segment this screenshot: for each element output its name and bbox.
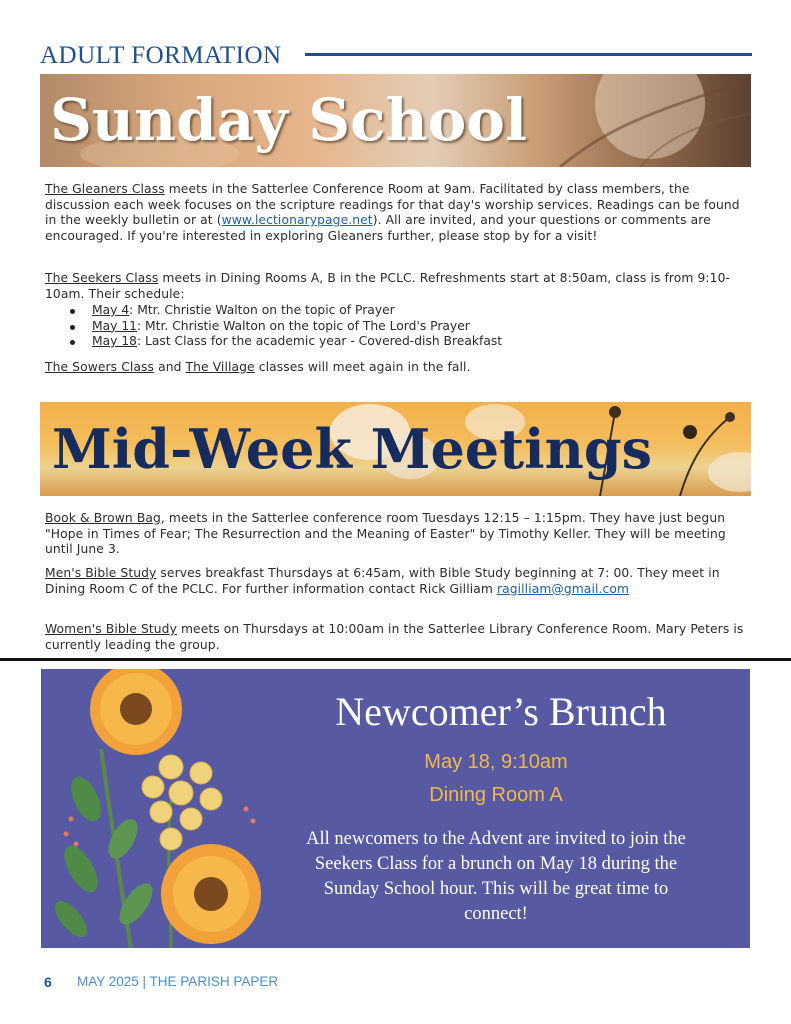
sunflower-top <box>90 669 182 755</box>
brunch-location: Dining Room A <box>429 784 563 806</box>
schedule-text: : Mtr. Christie Walton on the topic of Prayer <box>129 303 395 317</box>
brunch-title: Newcomer’s Brunch <box>335 689 667 734</box>
schedule-date: May 4 <box>92 303 130 317</box>
midweek-meetings-banner <box>40 402 751 496</box>
mens-bible-study-text: serves breakfast Thursdays at 6:45am, with Bible Study beginning at 7: 00. They meet in Dining Room C of the PCLC. For further information contact Rick Gilliam <box>45 566 720 596</box>
village-class-name: The Village <box>185 360 255 374</box>
newcomers-brunch-card <box>41 669 750 948</box>
page-number: 6 <box>44 974 52 990</box>
mens-bible-study-name: Men's Bible Study <box>45 566 157 580</box>
footer-publication: MAY 2025 | THE PARISH PAPER <box>77 974 279 989</box>
midweek-meetings-title: Mid-Week Meetings <box>52 417 653 481</box>
lectionary-link[interactable]: www.lectionarypage.net <box>221 213 373 227</box>
mens-bible-study-paragraph <box>45 566 750 597</box>
section-divider <box>0 658 791 661</box>
sunflower-illustration <box>41 669 291 948</box>
section-header <box>40 42 752 72</box>
schedule-item <box>68 303 708 319</box>
gleaners-class-name: The Gleaners Class <box>45 182 165 196</box>
gleaners-text-end: ). All are invited, and your questions or comments are encouraged. If you're interested in exploring Gleaners further, please stop by for a visit! <box>45 213 711 243</box>
brunch-description: All newcomers to the Advent are invited to join the Seekers Class for a brunch on May 18 during the Sunday School hour. This will be great time to connect! <box>306 829 686 924</box>
womens-bible-study-text: meets on Thursdays at 10:00am in the Satterlee Library Conference Room. Mary Peters is currently leading the group. <box>45 622 744 652</box>
seekers-paragraph <box>45 271 750 302</box>
sowers-and: and <box>154 360 186 374</box>
sowers-text: classes will meet again in the fall. <box>254 360 471 374</box>
book-brown-bag-name: Book & Brown Bag <box>45 511 161 525</box>
sowers-paragraph <box>45 360 750 376</box>
schedule-text: : Mtr. Christie Walton on the topic of The Lord's Prayer <box>136 318 470 333</box>
section-label: ADULT FORMATION <box>40 42 282 69</box>
sunflower-bottom <box>161 844 261 944</box>
book-brown-bag-text: , meets in the Satterlee conference room Tuesdays 12:15 – 1:15pm. They have just begun "Hope in Times of Fear; The Resurrection and the Meaning of Easter" by Timothy Keller. They will be meeting until June 3. <box>45 511 726 556</box>
womens-bible-study-name: Women's Bible Study <box>45 622 177 636</box>
gleaners-paragraph <box>45 182 750 244</box>
seekers-schedule-list <box>68 303 708 350</box>
email-link[interactable]: ragilliam@gmail.com <box>496 581 630 596</box>
schedule-item <box>68 319 708 335</box>
schedule-text: : Last Class for the academic year - Covered-dish Breakfast <box>136 334 503 348</box>
brunch-date: May 18, 9:10am <box>424 751 568 773</box>
schedule-date: May 11 <box>92 318 137 333</box>
schedule-item <box>68 334 708 350</box>
book-brown-bag-paragraph <box>45 511 750 558</box>
yellow-buds <box>142 755 222 850</box>
sowers-class-name: The Sowers Class <box>45 360 155 374</box>
header-rule <box>305 53 752 56</box>
gleaners-text: meets in the Satterlee Conference Room at 9am. Facilitated by class members, the discussion each week focuses on the scripture readings for that day's worship services. Readings can be found in the weekly bulletin or at ( <box>45 182 740 227</box>
sunday-school-banner <box>40 74 751 167</box>
schedule-date: May 18 <box>92 334 137 348</box>
seekers-class-name: The Seekers Class <box>45 271 159 285</box>
sunday-school-title: Sunday School <box>50 86 528 154</box>
womens-bible-study-paragraph <box>45 622 750 653</box>
seekers-text: meets in Dining Rooms A, B in the PCLC. Refreshments start at 8:50am, class is from 9:10-10am. Their schedule: <box>45 271 731 301</box>
